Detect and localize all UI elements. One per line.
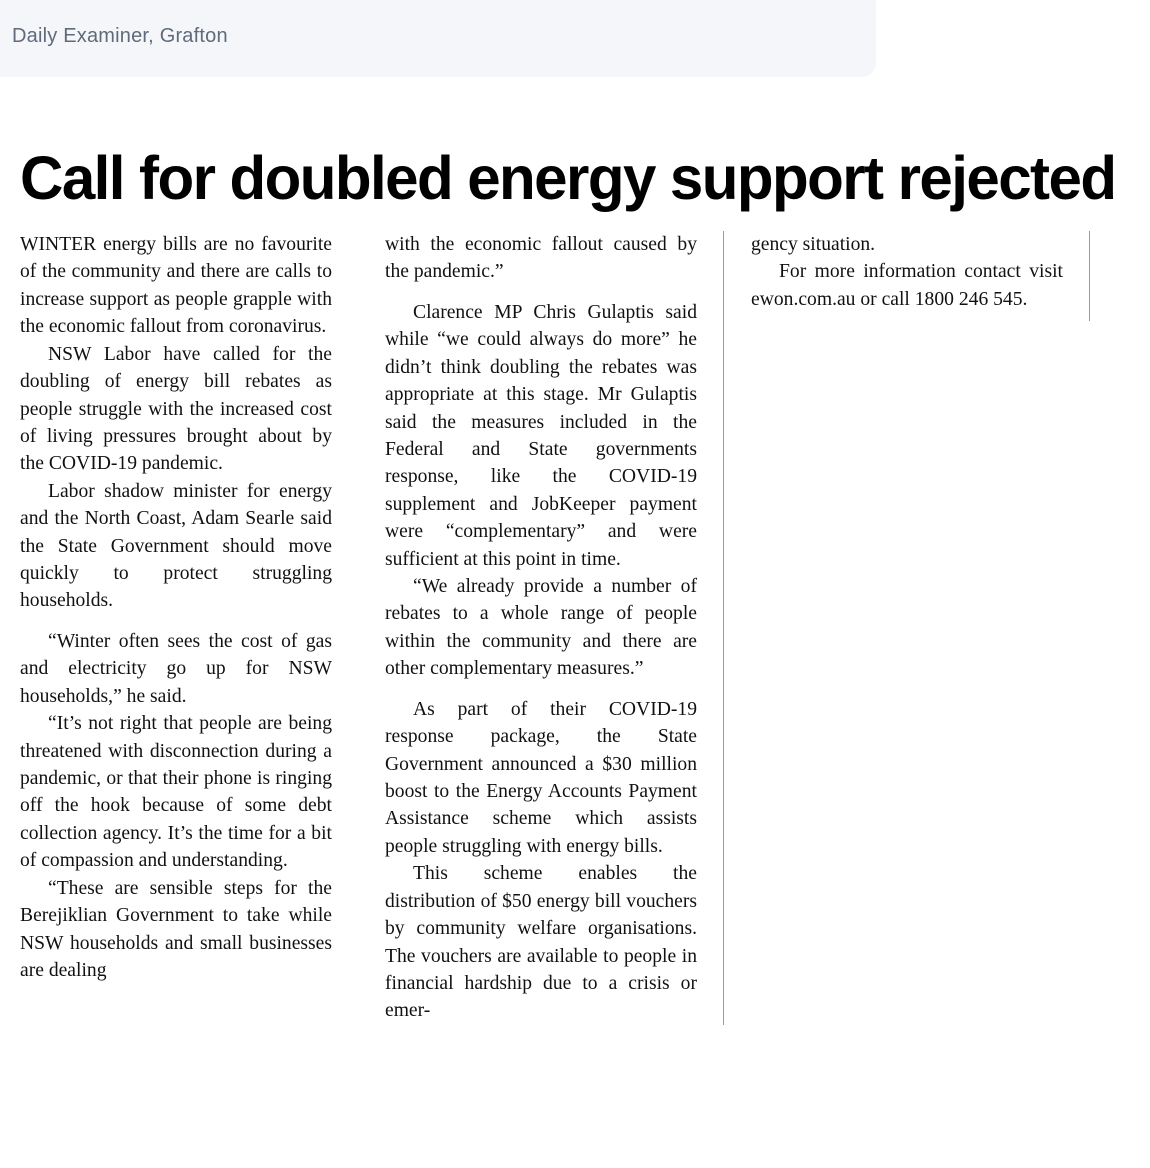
paragraph: As part of their COVID-19 response package, the State Government announced a $30 million boost to the Energy Accounts Payment Assistance scheme which assists people struggling with energy bills. [385, 698, 697, 857]
paragraph: gency situation. [751, 234, 876, 255]
paragraph: WINTER energy bills are no favourite of the community and there are calls to increase support as people grapple with the economic fallout from coronavirus. [20, 234, 332, 338]
paragraph: This scheme enables the distribution of $50 energy bill vouchers by community welfare organisations. The vouchers are available to people in financial hardship due to a crisis or emer- [385, 863, 697, 1022]
article-columns [20, 231, 1138, 1025]
article-column-2 [385, 231, 724, 1025]
article-headline: Call for doubled energy support rejected [20, 144, 1116, 212]
paragraph: with the economic fallout caused by the pandemic.” [385, 234, 697, 283]
publication-name: Daily Examiner, Grafton [12, 25, 228, 47]
paragraph: NSW Labor have called for the doubling of energy bill rebates as people struggle with the increased cost of living pressures brought about by the COVID-19 pandemic. [20, 343, 332, 475]
paragraph: “Winter often sees the cost of gas and electricity go up for NSW households,” he said. [20, 630, 332, 707]
article-column-1 [20, 231, 332, 984]
paragraph: For more information contact visit ewon.com.au or call 1800 246 545. [751, 261, 1063, 310]
paragraph: Clarence MP Chris Gulaptis said while “we could always do more” he didn’t think doubling the rebates was appropriate at this stage. Mr Gulaptis said the measures included in the Federal and State governments response, like the COVID-19 supplement and JobKeeper payment were “complementary” and were sufficient at this point in time. [385, 301, 697, 570]
paragraph: “These are sensible steps for the Berejiklian Government to take while NSW households and small businesses are dealing [20, 877, 332, 981]
paragraph: “It’s not right that people are being threatened with disconnection during a pandemic, or that their phone is ringing off the hook because of some debt collection agency. It’s the time for a bit of compassion and understanding. [20, 713, 332, 872]
paragraph: “We already provide a number of rebates to a whole range of people within the community and there are other complementary measures.” [385, 576, 697, 680]
paragraph: Labor shadow minister for energy and the North Coast, Adam Searle said the State Government should move quickly to protect struggling households. [20, 480, 332, 612]
article-body [20, 144, 1138, 1025]
article-column-3 [751, 231, 1090, 321]
publication-header-bar [0, 0, 876, 77]
